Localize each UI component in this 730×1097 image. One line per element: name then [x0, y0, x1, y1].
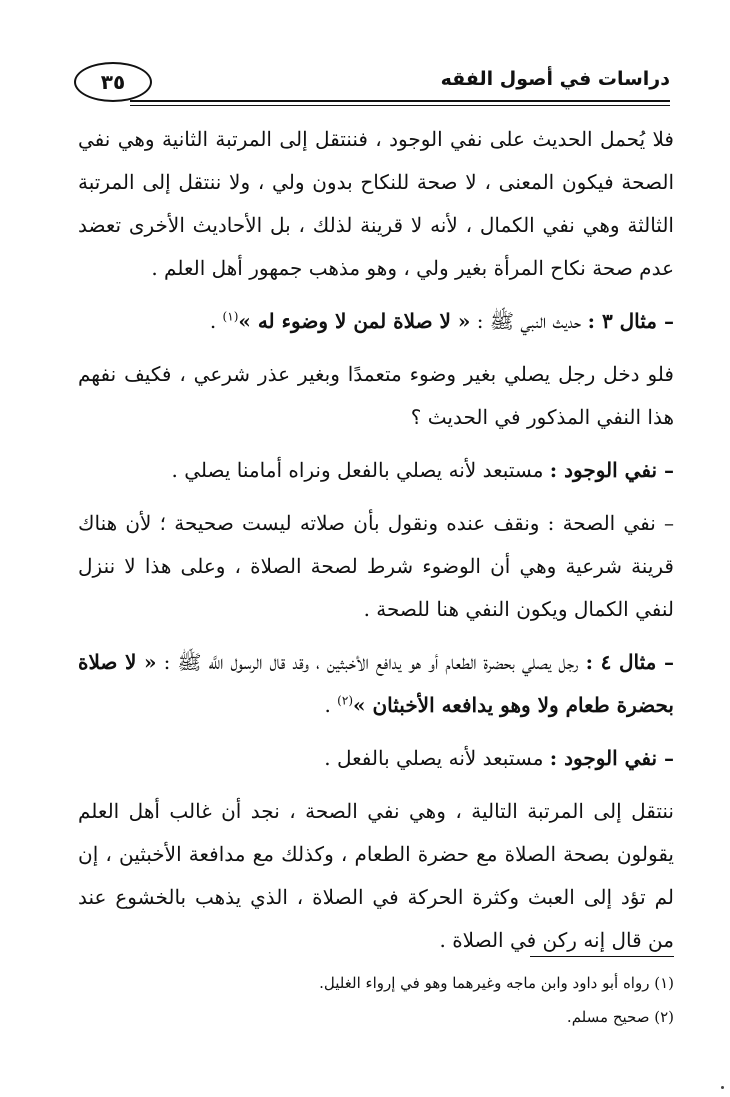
example-3	[78, 300, 674, 343]
negation-existence-2-label: – نفي الوجود :	[549, 746, 674, 770]
negation-validity: – نفي الصحة : ونقف عنده ونقول بأن صلاته ليست صحيحة ؛ لأن هناك قرينة شرعية وهي أن الوضوء شرط لصحة الصلاة ، وعلى هذا لا ننزل لنفي الكمال ويكون النفي هنا للصحة .	[78, 511, 674, 621]
page-number: ٣٥	[74, 62, 152, 102]
negation-existence-2	[78, 737, 674, 780]
example-3-hadith: « لا صلاة لمن لا وضوء له »	[238, 309, 471, 333]
footnote-separator	[530, 956, 674, 957]
example-4-label: – مثال ٤ :	[585, 650, 674, 674]
page-header	[70, 58, 670, 108]
scan-artifact	[721, 1086, 724, 1089]
footnote-ref-2: (٢)	[337, 693, 353, 708]
paragraph-wudu-question: فلو دخل رجل يصلي بغير وضوء متعمدًا وبغير عذر شرعي ، فكيف نفهم هذا النفي المذكور في الحديث ؟	[78, 362, 674, 429]
footnotes	[54, 966, 674, 1034]
negation-existence-1-label: – نفي الوجود :	[549, 458, 674, 482]
footnote-2: (٢) صحيح مسلم.	[566, 1008, 674, 1026]
example-3-label: – مثال ٣ :	[587, 309, 674, 333]
negation-existence-1-text: مستبعد لأنه يصلي بالفعل ونراه أمامنا يصلي .	[171, 458, 550, 482]
negation-existence-2-text: مستبعد لأنه يصلي بالفعل .	[324, 746, 550, 770]
example-4	[78, 641, 674, 727]
example-3-intro: حديث النبي ﷺ :	[470, 309, 588, 333]
paragraph-nikah-conclusion: فلا يُحمل الحديث على نفي الوجود ، فننتقل إلى المرتبة الثانية وهي نفي الصحة فيكون المعنى ، لا صحة للنكاح بدون ولي ، ولا ننتقل إلى المرتبة الثالثة وهي نفي الكمال ، لأنه لا قرينة لذلك ، بل الأحاديث الأخرى تعضد عدم صحة نكاح المرأة بغير ولي ، وهو مذهب جمهور أهل العلم .	[78, 127, 674, 280]
header-rule-thin	[130, 105, 670, 106]
running-title: دراسات في أصول الفقه	[440, 68, 670, 90]
paragraph-food-prayer: ننتقل إلى المرتبة التالية ، وهي نفي الصحة ، نجد أن غالب أهل العلم يقولون بصحة الصلاة مع حضرة الطعام ، وكذلك مع مدافعة الأخبثين ، إن لم تؤد إلى العبث وكثرة الحركة في الصلاة ، الذي يذهب بالخشوع عند من قال إنه ركن في الصلاة .	[78, 799, 674, 952]
main-text	[78, 118, 674, 962]
header-rule	[130, 100, 670, 102]
example-3-end: .	[209, 309, 223, 333]
example-4-intro: رجل يصلي بحضرة الطعام أو هو يدافع الأخبثين ، وقد قال الرسول اللَّه ﷺ :	[156, 650, 586, 674]
example-4-end: .	[324, 693, 338, 717]
negation-existence-1	[78, 449, 674, 492]
example-4-hadith: « لا صلاة بحضرة طعام ولا وهو يدافعه الأخبثان »	[78, 650, 674, 717]
footnote-ref-1: (١)	[222, 309, 239, 324]
footnote-1: (١) رواه أبو داود وابن ماجه وغيرهما وهو في إرواء الغليل.	[319, 974, 674, 992]
